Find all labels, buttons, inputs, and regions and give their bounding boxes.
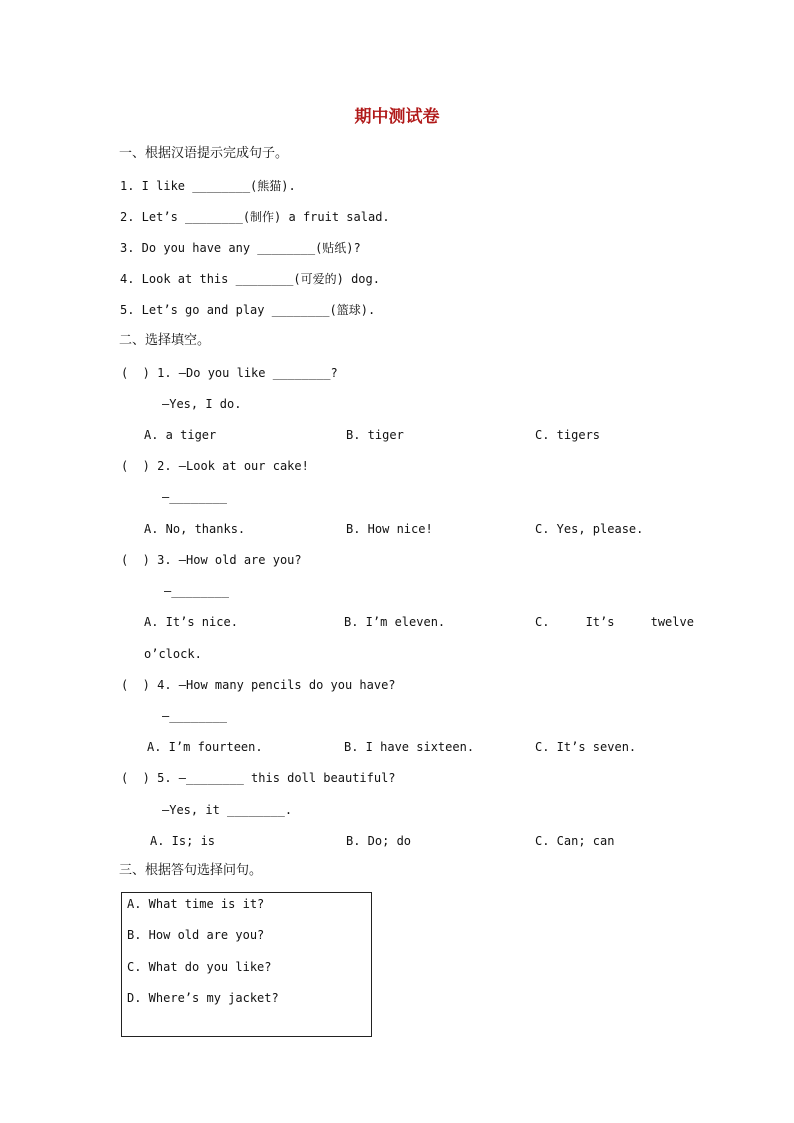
question-1-option-b: B. tiger [346,428,404,442]
question-1-stem: ( ) 1. —Do you like ________? [121,366,338,380]
question-4-option-c: C. It’s seven. [535,740,637,754]
box-option-b: B. How old are you? [127,928,265,942]
section2-heading: 二、选择填空。 [119,333,211,348]
question-3-option-c-continued: o’clock. [144,647,202,661]
fill-item-3: 3. Do you have any ________(贴纸)? [120,241,361,255]
question-5-option-c: C. Can; can [535,834,615,848]
question-4-option-a: A. I’m fourteen. [147,740,263,754]
fill-item-4: 4. Look at this ________(可爱的) dog. [120,272,380,286]
question-4-reply: —________ [162,709,228,723]
question-1-option-a: A. a tiger [144,428,217,442]
box-option-c: C. What do you like? [127,960,272,974]
question-5-stem: ( ) 5. —________ this doll beautiful? [121,771,396,785]
question-3-reply: —________ [164,584,230,598]
question-2-option-a: A. No, thanks. [144,522,246,536]
question-3-stem: ( ) 3. —How old are you? [121,553,302,567]
question-2-stem: ( ) 2. —Look at our cake! [121,459,309,473]
question-4-stem: ( ) 4. —How many pencils do you have? [121,678,396,692]
question-5-reply: —Yes, it ________. [162,803,293,817]
question-options-box [121,892,372,1037]
question-1-reply: —Yes, I do. [162,397,242,411]
question-1-option-c: C. tigers [535,428,601,442]
section1-heading: 一、根据汉语提示完成句子。 [119,146,289,161]
question-5-option-b: B. Do; do [346,834,412,848]
page-title: 期中测试卷 [354,107,440,127]
box-option-d: D. Where’s my jacket? [127,991,279,1005]
fill-item-5: 5. Let’s go and play ________(篮球). [120,303,376,317]
question-5-option-a: A. Is; is [150,834,216,848]
fill-item-1: 1. I like ________(熊猫). [120,179,296,193]
question-3-option-c: C. It’s twelve [535,615,694,629]
question-3-option-b: B. I’m eleven. [344,615,446,629]
question-2-option-c: C. Yes, please. [535,522,644,536]
question-2-option-b: B. How nice! [346,522,433,536]
section3-heading: 三、根据答句选择问句。 [119,863,263,878]
box-option-a: A. What time is it? [127,897,265,911]
question-4-option-b: B. I have sixteen. [344,740,475,754]
question-2-reply: —________ [162,490,228,504]
question-3-option-a: A. It’s nice. [144,615,238,629]
fill-item-2: 2. Let’s ________(制作) a fruit salad. [120,210,390,224]
